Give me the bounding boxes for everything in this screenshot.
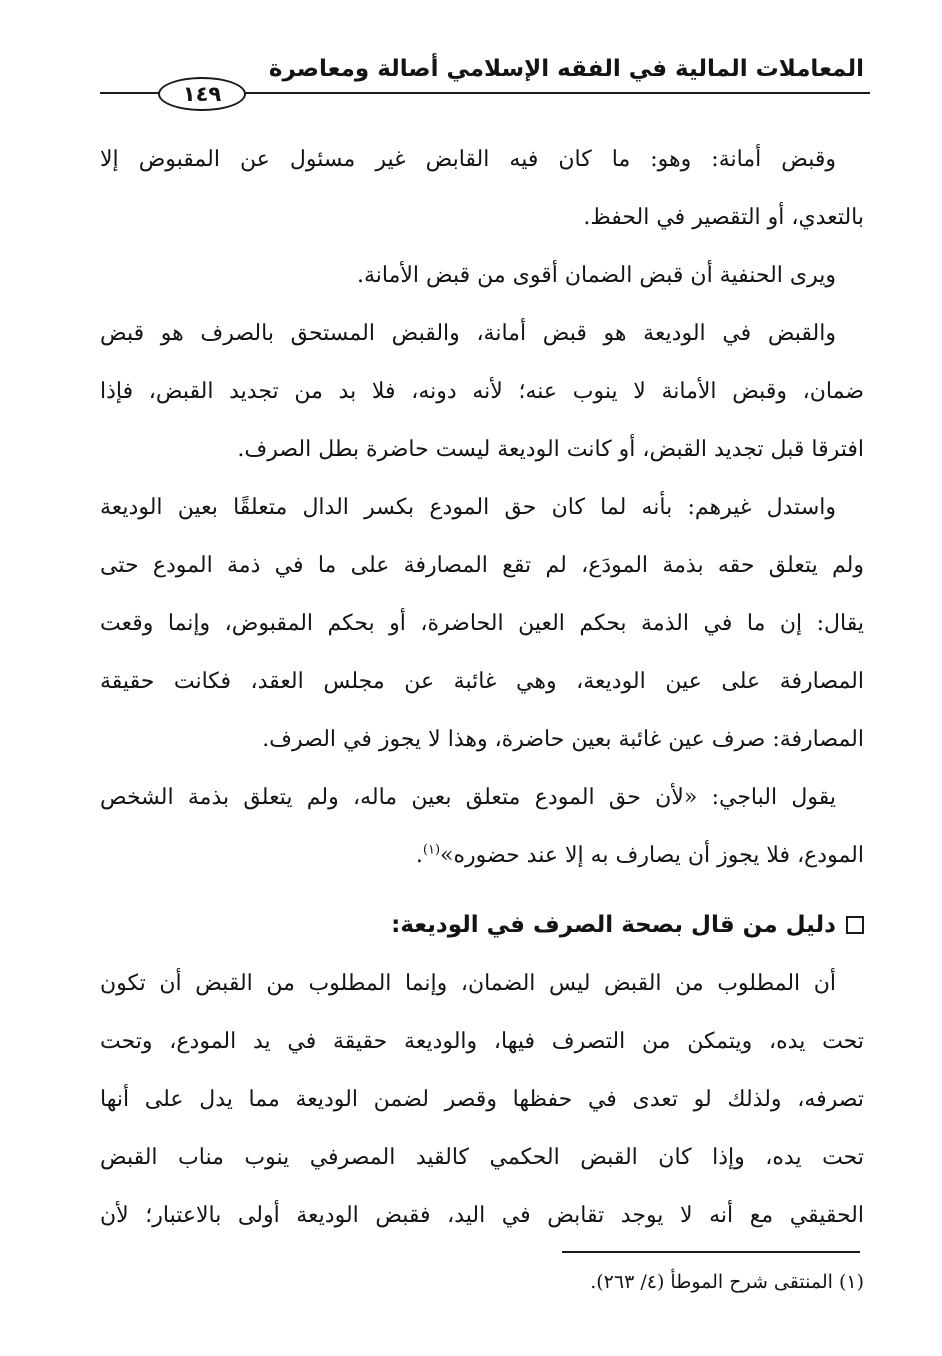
main-text-block-1 <box>100 131 864 885</box>
footnote: (١) المنتقى شرح الموطأ (٤/ ٢٦٣). <box>590 1271 864 1293</box>
text-line: ولم يتعلق حقه بذمة المودَع، لم تقع المصارفة على ما في ذمة المودع حتى <box>100 553 864 578</box>
text-line: أن المطلوب من القبض ليس الضمان، وإنما المطلوب من القبض أن تكون <box>100 971 836 996</box>
text-line: والقبض في الوديعة هو قبض أمانة، والقبض المستحق بالصرف هو قبض <box>100 321 836 346</box>
text-line-with-footnote <box>100 827 864 885</box>
section-heading-text: دليل من قال بصحة الصرف في الوديعة: <box>391 912 836 938</box>
text-line: بالتعدي، أو التقصير في الحفظ. <box>583 205 864 230</box>
running-header-title: المعاملات المالية في الفقه الإسلامي أصالة ومعاصرة <box>268 56 864 82</box>
text-line: المصارفة على عين الوديعة، وهي غائبة عن مجلس العقد، فكانت حقيقة <box>100 669 864 694</box>
text-line: تحت يده، ويتمكن من التصرف فيها، والوديعة حقيقة في يد المودع، وتحت <box>100 1029 864 1054</box>
footnote-separator <box>562 1251 860 1253</box>
section-heading <box>391 896 864 954</box>
text-line: الحقيقي مع أنه لا يوجد تقابض في اليد، فقبض الوديعة أولى بالاعتبار؛ لأن <box>100 1203 864 1228</box>
text-line: المودع، فلا يجوز أن يصارف به إلا عند حضوره» <box>440 843 864 868</box>
text-line: تحت يده، وإذا كان القبض الحكمي كالقيد المصرفي ينوب مناب القبض <box>100 1145 864 1170</box>
square-bullet-icon <box>846 916 864 934</box>
text-line: ضمان، وقبض الأمانة لا ينوب عنه؛ لأنه دونه، فلا بد من تجديد القبض، فإذا <box>100 379 864 404</box>
page-number-badge <box>158 77 246 111</box>
text-line: افترقا قبل تجديد القبض، أو كانت الوديعة ليست حاضرة بطل الصرف. <box>237 437 864 462</box>
main-text-block-2 <box>100 955 864 1245</box>
closing-dot: . <box>415 843 423 868</box>
text-line: واستدل غيرهم: بأنه لما كان حق المودع بكسر الدال متعلقًا بعين الوديعة <box>100 495 836 520</box>
page-number: ١٤٩ <box>182 81 222 106</box>
text-line: ويرى الحنفية أن قبض الضمان أقوى من قبض الأمانة. <box>356 263 836 288</box>
text-line: يقول الباجي: «لأن حق المودع متعلق بعين ماله، ولم يتعلق بذمة الشخص <box>100 785 836 810</box>
footnote-reference: (١) <box>422 842 441 858</box>
text-line: المصارفة: صرف عين غائبة بعين حاضرة، وهذا لا يجوز في الصرف. <box>262 727 864 752</box>
text-line: يقال: إن ما في الذمة بحكم العين الحاضرة، أو بحكم المقبوض، وإنما وقعت <box>100 611 864 636</box>
text-line: تصرفه، ولذلك لو تعدى في حفظها وقصر لضمن الوديعة مما يدل على أنها <box>100 1087 864 1112</box>
text-line: وقبض أمانة: وهو: ما كان فيه القابض غير مسئول عن المقبوض إلا <box>100 147 836 172</box>
